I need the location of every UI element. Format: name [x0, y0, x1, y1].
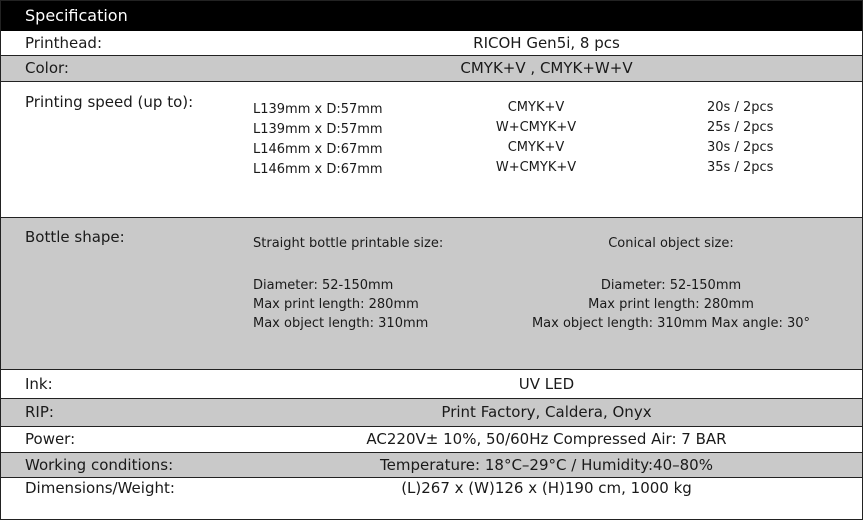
speed-time-2: 25s / 2pcs — [707, 120, 774, 135]
conical-max-print: Max print length: 280mm — [588, 297, 754, 312]
bottle-label: Bottle shape: — [25, 228, 125, 246]
color-label: Color: — [25, 59, 69, 77]
row-rip — [1, 399, 862, 427]
dimensions-label: Dimensions/Weight: — [25, 479, 175, 497]
speed-size-4: L146mm x D:67mm — [253, 162, 383, 177]
row-printhead — [1, 31, 862, 56]
color-value: CMYK+V , CMYK+W+V — [460, 59, 633, 77]
speed-time-4: 35s / 2pcs — [707, 160, 774, 175]
speed-size-2: L139mm x D:57mm — [253, 122, 383, 137]
dimensions-value: (L)267 x (W)126 x (H)190 cm, 1000 kg — [401, 479, 692, 497]
printhead-value: RICOH Gen5i, 8 pcs — [473, 34, 620, 52]
speed-mode-3: CMYK+V — [507, 140, 565, 155]
straight-title: Straight bottle printable size: — [253, 236, 444, 251]
working-label: Working conditions: — [25, 456, 174, 474]
speed-mode-4: W+CMYK+V — [495, 160, 577, 175]
spec-header: Specification — [1, 1, 862, 31]
printhead-label: Printhead: — [25, 34, 103, 52]
conical-diameter: Diameter: 52-150mm — [600, 278, 742, 293]
row-working-conditions — [1, 453, 862, 478]
row-bottle-shape — [1, 218, 862, 370]
speed-size-1: L139mm x D:57mm — [253, 102, 383, 117]
ink-value: UV LED — [518, 375, 575, 393]
straight-max-object: Max object length: 310mm — [253, 316, 429, 331]
row-power — [1, 427, 862, 453]
rip-value: Print Factory, Caldera, Onyx — [441, 403, 652, 421]
row-ink — [1, 370, 862, 399]
conical-max-object: Max object length: 310mm Max angle: 30° — [531, 316, 811, 331]
working-value: Temperature: 18°C–29°C / Humidity:40–80% — [380, 456, 713, 474]
straight-diameter: Diameter: 52-150mm — [253, 278, 394, 293]
speed-time-1: 20s / 2pcs — [707, 100, 774, 115]
speed-size-3: L146mm x D:67mm — [253, 142, 383, 157]
power-value: AC220V± 10%, 50/60Hz Compressed Air: 7 BAR — [366, 430, 727, 448]
speed-time-3: 30s / 2pcs — [707, 140, 774, 155]
row-printing-speed — [1, 82, 862, 218]
speed-mode-1: CMYK+V — [507, 100, 565, 115]
row-color — [1, 56, 862, 82]
ink-label: Ink: — [25, 375, 53, 393]
speed-label: Printing speed (up to): — [25, 93, 194, 111]
conical-title: Conical object size: — [608, 236, 734, 251]
rip-label: RIP: — [25, 403, 54, 421]
straight-max-print: Max print length: 280mm — [253, 297, 419, 312]
row-dimensions — [1, 478, 862, 499]
speed-mode-2: W+CMYK+V — [495, 120, 577, 135]
power-label: Power: — [25, 430, 76, 448]
